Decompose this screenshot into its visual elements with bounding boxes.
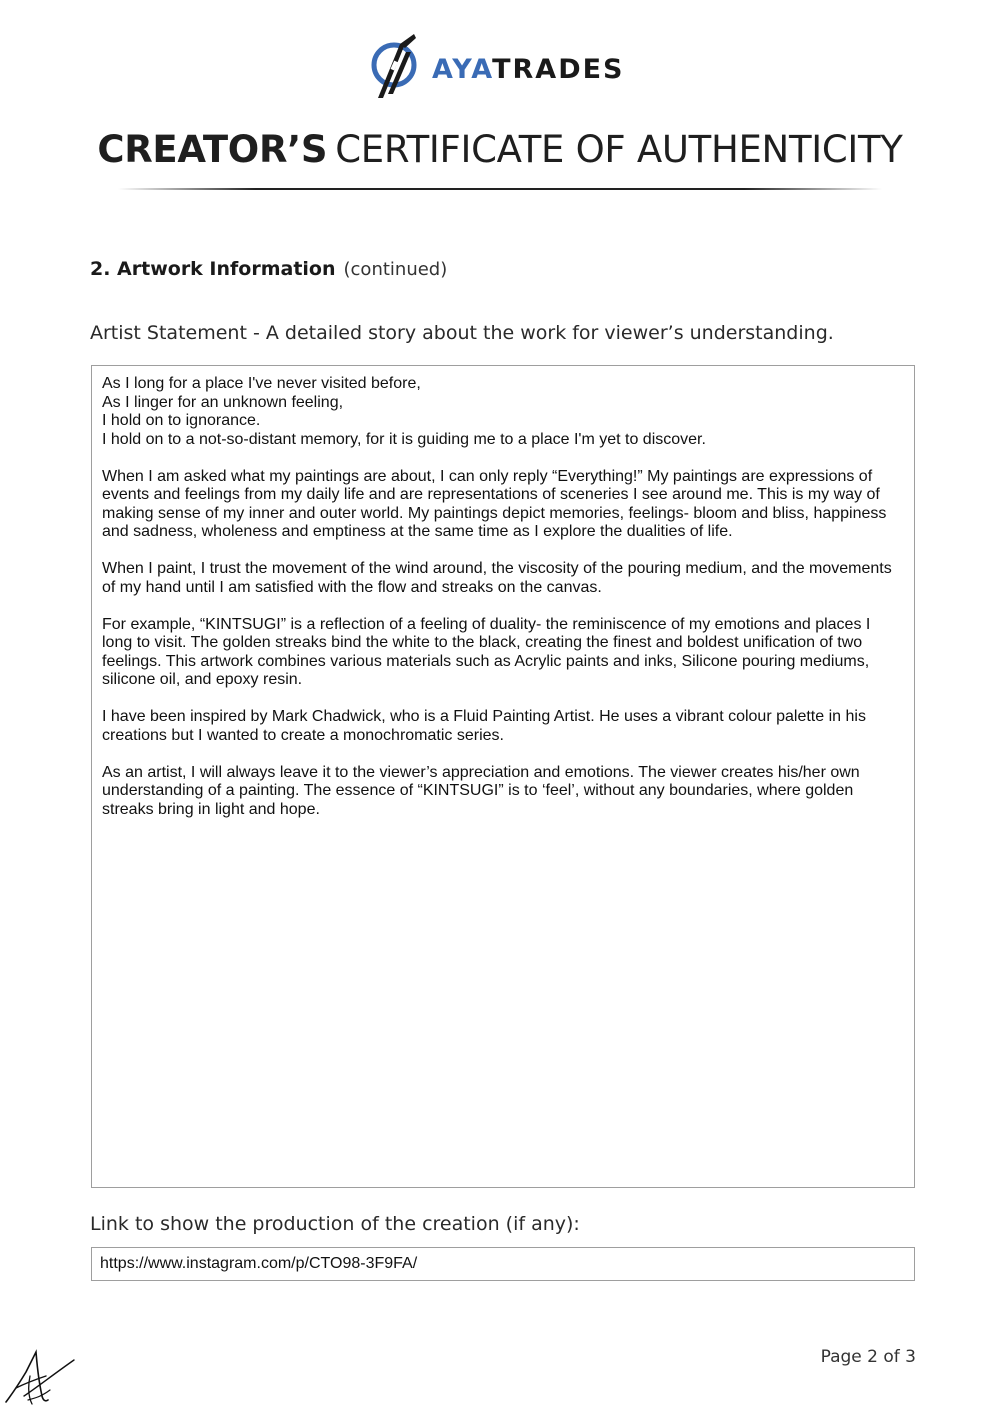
brand-name-part1: AYA (432, 53, 493, 85)
statement-paragraph: When I paint, I trust the movement of the wind around, the viscosity of the pouring medium, and the movements of my hand until I am satisfied with the flow and streaks on the canvas. (102, 560, 892, 596)
statement-paragraph: As an artist, I will always leave it to the viewer’s appreciation and emotions. The viewer creates his/her own understanding of a painting. The essence of “KINTSUGI” is to ‘feel’, without any boundaries, where golden streaks bring in light and hope. (102, 763, 860, 818)
page-number: Page 2 of 3 (820, 1347, 916, 1367)
ayatrades-logo-icon (370, 34, 420, 100)
artist-statement-label: Artist Statement - A detailed story about the work for viewer’s understanding. (90, 322, 834, 344)
section-heading-continued: (continued) (343, 259, 448, 280)
production-link-label: Link to show the production of the creation (if any): (90, 1213, 580, 1235)
brand-name (432, 54, 625, 85)
poem-line: I hold on to a not-so-distant memory, for it is guiding me to a place I'm yet to discover. (102, 430, 706, 448)
artist-signature-icon (2, 1346, 76, 1406)
statement-paragraph: I have been inspired by Mark Chadwick, who is a Fluid Painting Artist. He uses a vibrant colour palette in his creations but I wanted to create a monochromatic series. (102, 708, 866, 744)
statement-paragraph: For example, “KINTSUGI” is a reflection of a feeling of duality- the reminiscence of my emotions and places I long to visit. The golden streaks bind the white to the black, creating the finest and boldest unification of two feelings. This artwork combines various materials such as Acrylic paints and inks, Silicone pouring mediums, silicone oil, and epoxy resin. (102, 615, 871, 688)
statement-poem (102, 375, 904, 449)
poem-line: I hold on to ignorance. (102, 412, 261, 429)
certificate-title (0, 128, 1000, 171)
section-heading (90, 258, 447, 280)
brand-logo (370, 34, 625, 100)
poem-line: As I long for a place I've never visited before, (102, 375, 421, 392)
brand-name-part2: TRADES (492, 53, 625, 85)
statement-paragraph: When I am asked what my paintings are about, I can only reply “Everything!” My paintings are expressions of events and feelings from my daily life and are representations of sceneries I see around me. This is my way of making sense of my inner and outer world. My paintings depict memories, feelings- bloom and bliss, happiness and sadness, wholeness and emptiness at the same time as I explore the dualities of life. (102, 467, 887, 540)
certificate-title-rest: CERTIFICATE OF AUTHENTICITY (335, 128, 903, 171)
artist-statement-field[interactable] (91, 365, 915, 1188)
poem-line: As I linger for an unknown feeling, (102, 393, 344, 411)
certificate-title-bold: CREATOR’S (97, 128, 328, 171)
production-link-field[interactable]: https://www.instagram.com/p/CTO98-3F9FA/ (91, 1247, 915, 1281)
title-divider (118, 188, 882, 190)
section-heading-title: 2. Artwork Information (90, 258, 336, 280)
